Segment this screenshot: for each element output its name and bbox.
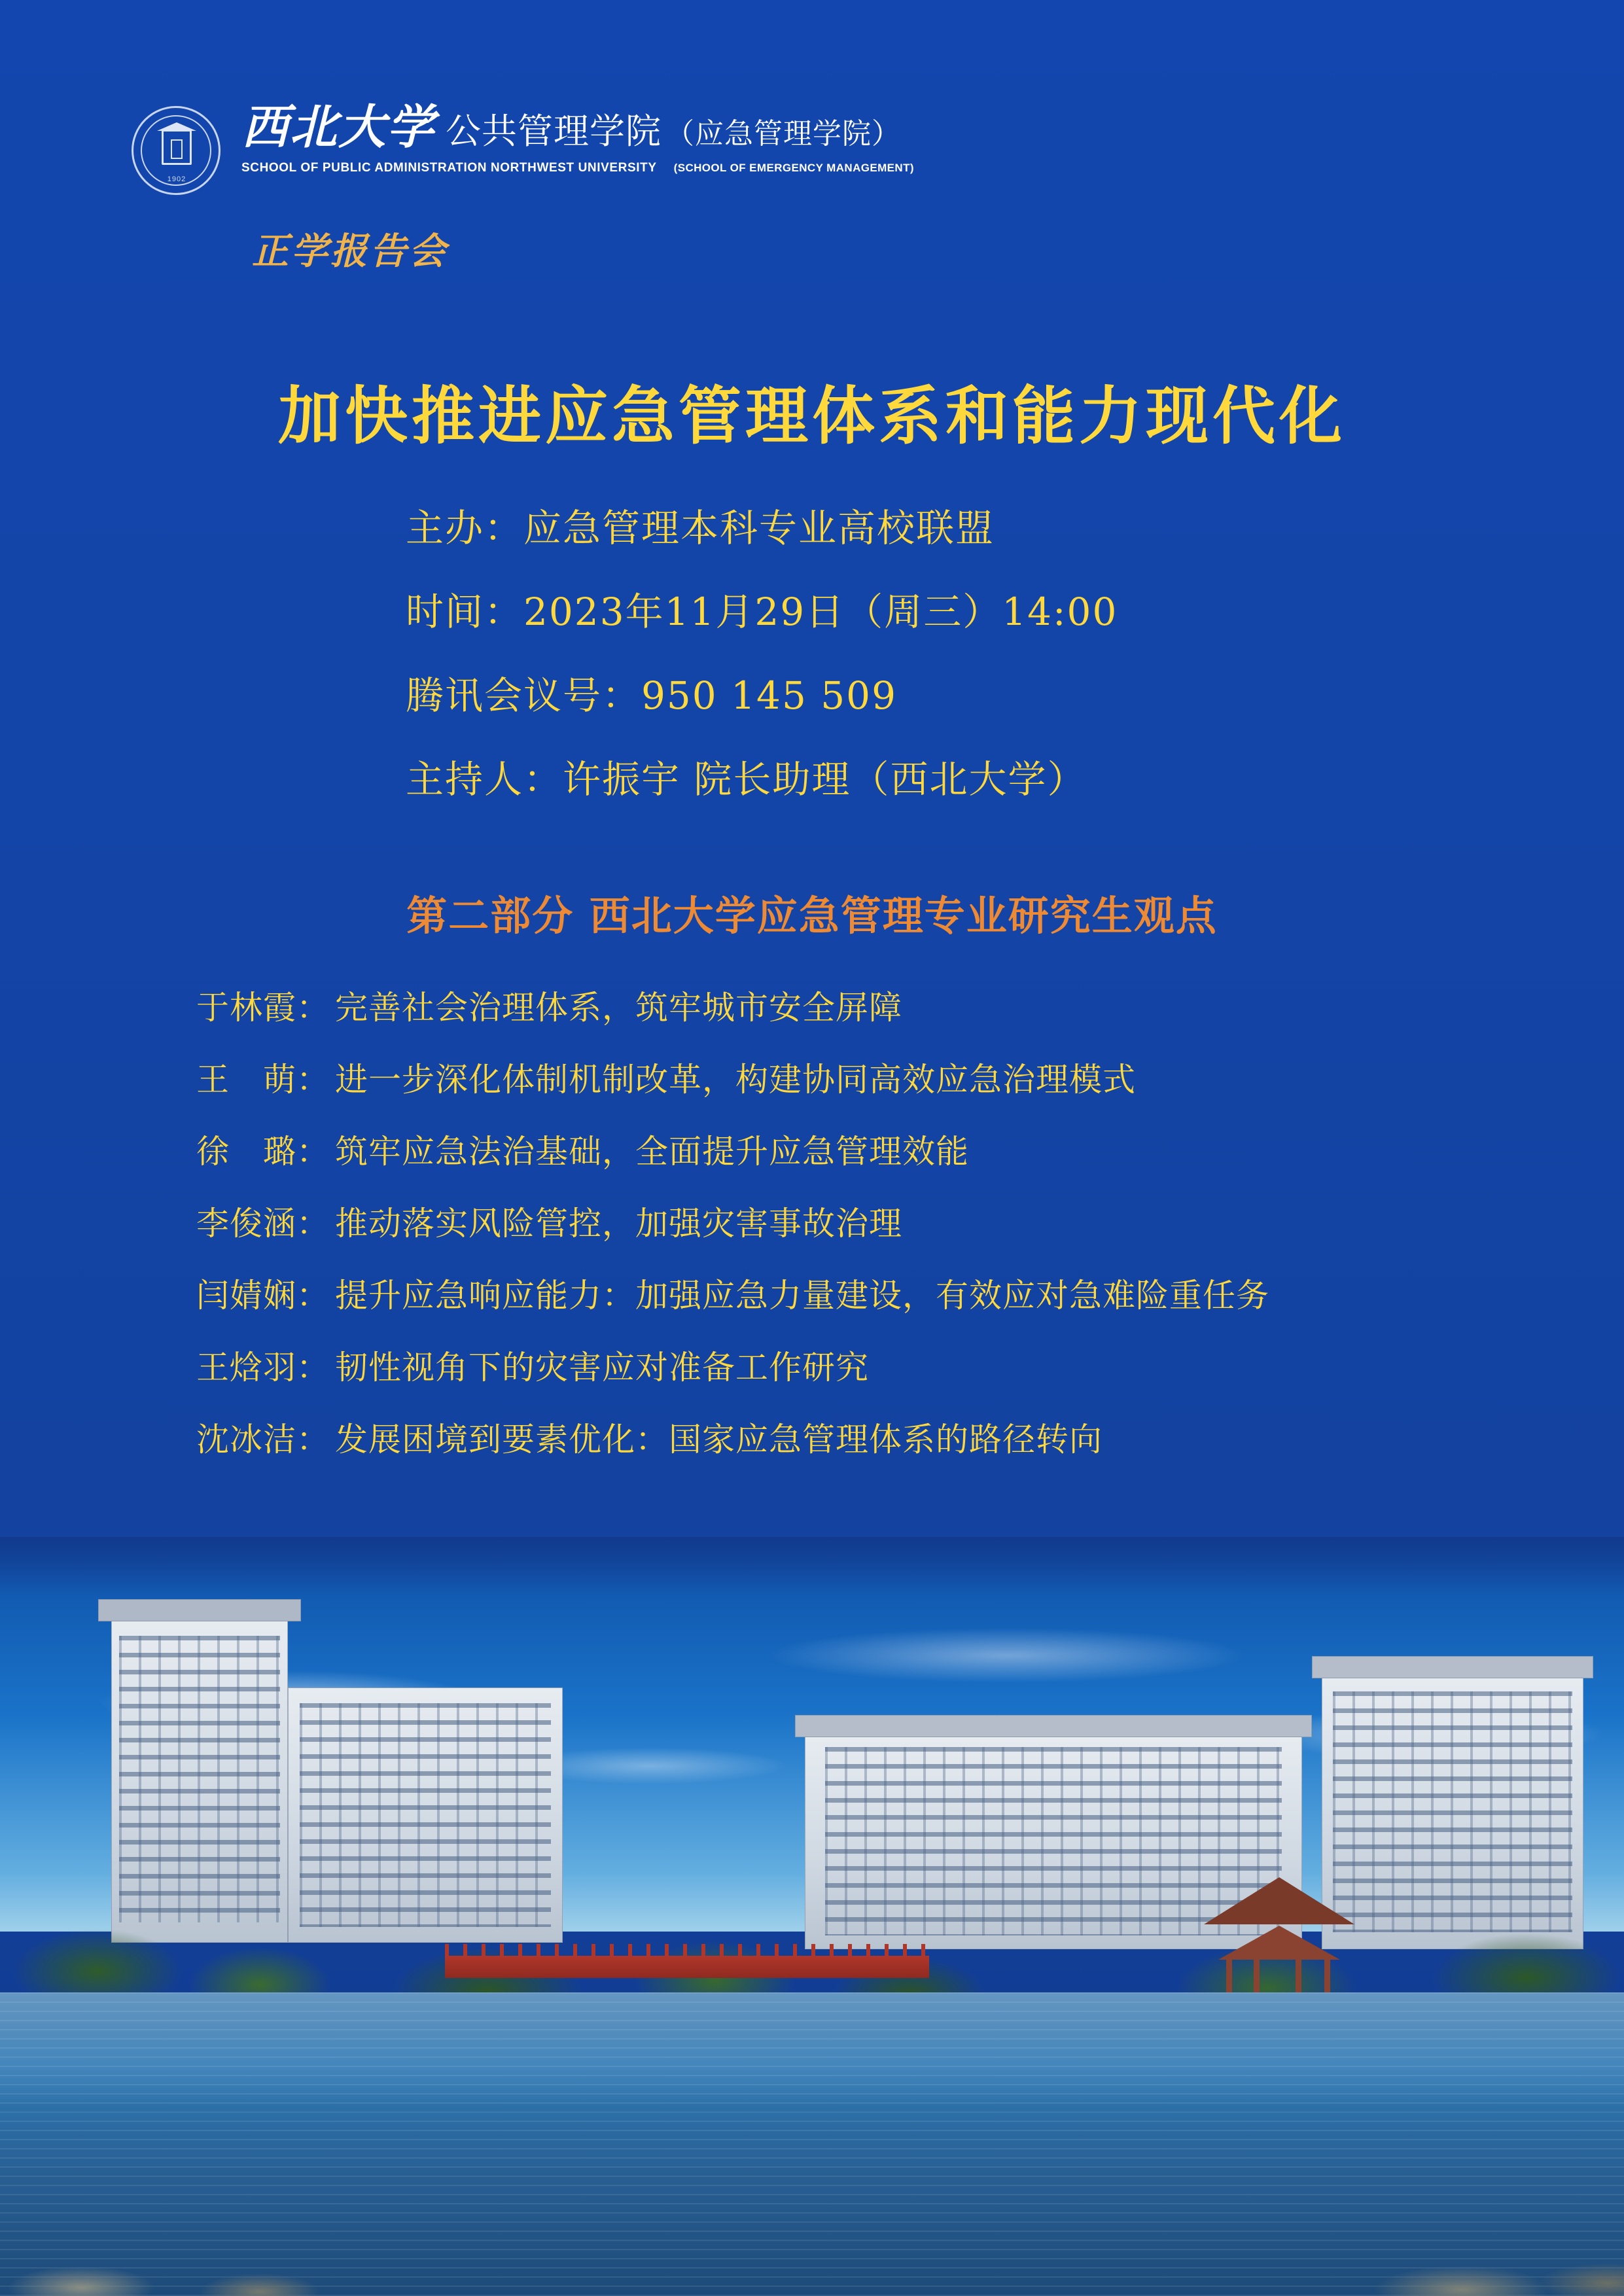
info-meeting-id: 腾讯会议号：950 145 509 — [406, 673, 897, 718]
list-item — [196, 1053, 1505, 1101]
university-name-cn: 西北大学 — [241, 99, 436, 154]
list-item — [196, 1413, 1505, 1460]
building-right-roof — [1312, 1656, 1593, 1678]
speaker-topic: 推动落实风险管控，加强灾害事故治理 — [335, 1205, 902, 1243]
info-host: 主持人：许振宇 院长助理（西北大学） — [406, 757, 1087, 802]
building-left-cap — [98, 1599, 301, 1621]
list-item — [196, 981, 1505, 1029]
info-organizer: 主办：应急管理本科专业高校联盟 — [406, 506, 995, 550]
speaker-list — [196, 981, 1505, 1485]
photo-top-blend — [0, 1537, 1624, 1596]
crest-year: 1902 — [167, 175, 186, 183]
info-datetime: 时间：2023年11月29日（周三）14:00 — [406, 590, 1118, 634]
list-item — [196, 1197, 1505, 1245]
speaker-topic: 筑牢应急法治基础，全面提升应急管理效能 — [335, 1133, 969, 1171]
list-item — [196, 1269, 1505, 1316]
speaker-name: 于林霞： — [196, 989, 330, 1027]
speaker-topic: 完善社会治理体系，筑牢城市安全屏障 — [335, 989, 902, 1027]
school-name-en-sub: (SCHOOL OF EMERGENCY MANAGEMENT) — [673, 162, 914, 174]
shore-rocks — [0, 2190, 1624, 2296]
speaker-name: 徐 璐： — [196, 1133, 330, 1171]
university-crest-icon — [128, 102, 226, 200]
page-title: 加快推进应急管理体系和能力现代化 — [278, 380, 1346, 453]
brand-name-english — [241, 161, 914, 175]
building-center-roof — [795, 1715, 1312, 1737]
speaker-topic: 韧性视角下的灾害应对准备工作研究 — [335, 1349, 869, 1386]
campus-photo — [0, 1537, 1624, 2296]
school-name-cn: 公共管理学院 — [446, 111, 662, 152]
speaker-name: 沈冰洁： — [196, 1421, 330, 1458]
logo-row — [128, 98, 1174, 200]
speaker-name: 李俊涵： — [196, 1205, 330, 1243]
event-info — [406, 497, 1387, 832]
speaker-name: 闫婧娴： — [196, 1277, 330, 1315]
list-item — [196, 1341, 1505, 1388]
chinese-pavilion — [1204, 1877, 1354, 2008]
brand-header — [128, 98, 1174, 275]
brand-name-chinese — [241, 99, 914, 154]
red-bridge — [445, 1956, 929, 1978]
section-title: 第二部分 西北大学应急管理专业研究生观点 — [406, 892, 1218, 940]
list-item — [196, 1125, 1505, 1173]
speaker-topic: 提升应急响应能力：加强应急力量建设，有效应对急难险重任务 — [335, 1277, 1269, 1315]
speaker-topic: 发展困境到要素优化：国家应急管理体系的路径转向 — [335, 1421, 1103, 1458]
speaker-topic: 进一步深化体制机制改革，构建协同高效应急治理模式 — [335, 1061, 1136, 1099]
school-name-cn-sub: （应急管理学院） — [665, 117, 902, 150]
brand-name-block — [241, 98, 914, 175]
series-title: 正学报告会 — [252, 230, 448, 273]
speaker-name: 王焓羽： — [196, 1349, 330, 1386]
university-name-en: SCHOOL OF PUBLIC ADMINISTRATION NORTHWEST UNIVERSITY — [241, 161, 657, 175]
speaker-name: 王 萌： — [196, 1061, 330, 1099]
